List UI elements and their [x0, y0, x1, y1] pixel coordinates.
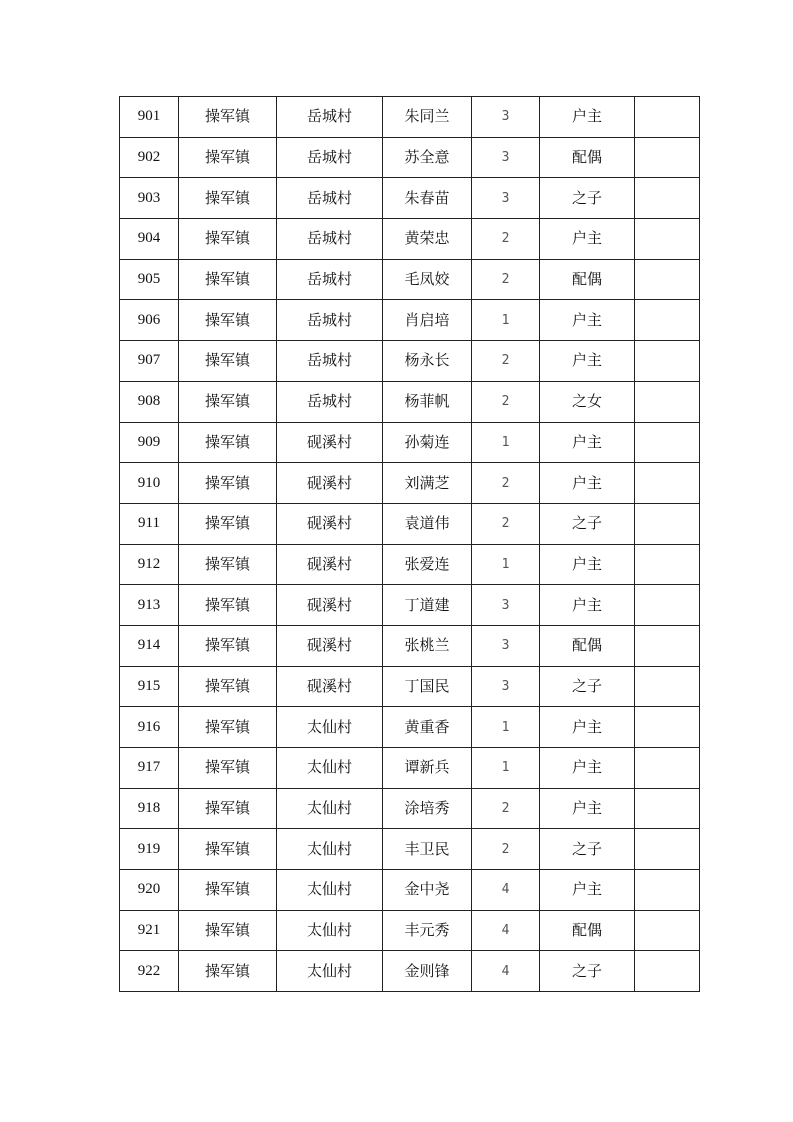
town-cell: 操军镇: [179, 625, 277, 666]
note-cell: [635, 788, 700, 829]
household-size-cell: 1: [472, 300, 540, 341]
village-cell: 太仙村: [277, 951, 383, 992]
household-size-cell: 2: [472, 341, 540, 382]
note-cell: [635, 422, 700, 463]
note-cell: [635, 829, 700, 870]
relation-cell: 户主: [540, 219, 635, 260]
town-cell: 操军镇: [179, 585, 277, 626]
village-cell: 太仙村: [277, 870, 383, 911]
person-name-cell: 丁国民: [383, 666, 472, 707]
table-row: [120, 666, 700, 707]
row-number-cell: 921: [120, 910, 179, 951]
table-row: [120, 503, 700, 544]
table-row: [120, 910, 700, 951]
town-cell: 操军镇: [179, 910, 277, 951]
person-name-cell: 朱春苗: [383, 178, 472, 219]
person-name-cell: 金则锋: [383, 951, 472, 992]
note-cell: [635, 381, 700, 422]
town-cell: 操军镇: [179, 381, 277, 422]
town-cell: 操军镇: [179, 503, 277, 544]
village-cell: 岳城村: [277, 259, 383, 300]
relation-cell: 户主: [540, 97, 635, 138]
note-cell: [635, 748, 700, 789]
person-name-cell: 朱同兰: [383, 97, 472, 138]
relation-cell: 之子: [540, 178, 635, 219]
town-cell: 操军镇: [179, 178, 277, 219]
row-number-cell: 918: [120, 788, 179, 829]
table-row: [120, 707, 700, 748]
note-cell: [635, 300, 700, 341]
table-row: [120, 748, 700, 789]
table-row: [120, 259, 700, 300]
town-cell: 操军镇: [179, 951, 277, 992]
note-cell: [635, 544, 700, 585]
person-name-cell: 丁道建: [383, 585, 472, 626]
note-cell: [635, 666, 700, 707]
village-cell: 岳城村: [277, 341, 383, 382]
table-row: [120, 829, 700, 870]
row-number-cell: 901: [120, 97, 179, 138]
table-row: [120, 381, 700, 422]
village-cell: 岳城村: [277, 178, 383, 219]
village-cell: 岳城村: [277, 300, 383, 341]
person-name-cell: 谭新兵: [383, 748, 472, 789]
town-cell: 操军镇: [179, 788, 277, 829]
table-body: [120, 97, 700, 992]
person-name-cell: 杨菲帆: [383, 381, 472, 422]
household-size-cell: 3: [472, 137, 540, 178]
household-size-cell: 3: [472, 585, 540, 626]
row-number-cell: 904: [120, 219, 179, 260]
row-number-cell: 911: [120, 503, 179, 544]
note-cell: [635, 463, 700, 504]
row-number-cell: 905: [120, 259, 179, 300]
town-cell: 操军镇: [179, 666, 277, 707]
row-number-cell: 914: [120, 625, 179, 666]
household-size-cell: 4: [472, 870, 540, 911]
relation-cell: 户主: [540, 463, 635, 504]
row-number-cell: 920: [120, 870, 179, 911]
row-number-cell: 919: [120, 829, 179, 870]
town-cell: 操军镇: [179, 829, 277, 870]
row-number-cell: 907: [120, 341, 179, 382]
relation-cell: 之女: [540, 381, 635, 422]
person-name-cell: 张爱连: [383, 544, 472, 585]
village-cell: 岳城村: [277, 381, 383, 422]
row-number-cell: 908: [120, 381, 179, 422]
note-cell: [635, 341, 700, 382]
note-cell: [635, 870, 700, 911]
note-cell: [635, 951, 700, 992]
person-name-cell: 苏全意: [383, 137, 472, 178]
note-cell: [635, 585, 700, 626]
person-name-cell: 丰元秀: [383, 910, 472, 951]
relation-cell: 之子: [540, 503, 635, 544]
relation-cell: 配偶: [540, 625, 635, 666]
relation-cell: 之子: [540, 829, 635, 870]
village-cell: 太仙村: [277, 748, 383, 789]
village-cell: 砚溪村: [277, 625, 383, 666]
note-cell: [635, 910, 700, 951]
town-cell: 操军镇: [179, 259, 277, 300]
household-size-cell: 2: [472, 219, 540, 260]
person-name-cell: 毛凤姣: [383, 259, 472, 300]
relation-cell: 户主: [540, 300, 635, 341]
table-row: [120, 870, 700, 911]
row-number-cell: 913: [120, 585, 179, 626]
person-name-cell: 孙菊连: [383, 422, 472, 463]
household-size-cell: 3: [472, 178, 540, 219]
town-cell: 操军镇: [179, 870, 277, 911]
village-cell: 砚溪村: [277, 666, 383, 707]
person-name-cell: 杨永长: [383, 341, 472, 382]
row-number-cell: 916: [120, 707, 179, 748]
household-size-cell: 2: [472, 259, 540, 300]
town-cell: 操军镇: [179, 97, 277, 138]
town-cell: 操军镇: [179, 707, 277, 748]
table-row: [120, 625, 700, 666]
row-number-cell: 909: [120, 422, 179, 463]
note-cell: [635, 137, 700, 178]
person-name-cell: 黄荣忠: [383, 219, 472, 260]
table-row: [120, 97, 700, 138]
village-cell: 砚溪村: [277, 503, 383, 544]
relation-cell: 配偶: [540, 910, 635, 951]
relation-cell: 户主: [540, 422, 635, 463]
town-cell: 操军镇: [179, 748, 277, 789]
note-cell: [635, 503, 700, 544]
note-cell: [635, 259, 700, 300]
village-cell: 岳城村: [277, 137, 383, 178]
note-cell: [635, 219, 700, 260]
note-cell: [635, 707, 700, 748]
relation-cell: 户主: [540, 341, 635, 382]
household-size-cell: 3: [472, 97, 540, 138]
household-size-cell: 2: [472, 503, 540, 544]
relation-cell: 户主: [540, 544, 635, 585]
village-cell: 太仙村: [277, 910, 383, 951]
table-row: [120, 544, 700, 585]
household-size-cell: 4: [472, 910, 540, 951]
household-table: [119, 96, 700, 992]
row-number-cell: 922: [120, 951, 179, 992]
village-cell: 太仙村: [277, 788, 383, 829]
village-cell: 砚溪村: [277, 463, 383, 504]
row-number-cell: 903: [120, 178, 179, 219]
note-cell: [635, 178, 700, 219]
town-cell: 操军镇: [179, 544, 277, 585]
relation-cell: 之子: [540, 666, 635, 707]
relation-cell: 之子: [540, 951, 635, 992]
village-cell: 岳城村: [277, 97, 383, 138]
person-name-cell: 金中尧: [383, 870, 472, 911]
household-size-cell: 2: [472, 381, 540, 422]
table-row: [120, 788, 700, 829]
town-cell: 操军镇: [179, 422, 277, 463]
household-size-cell: 4: [472, 951, 540, 992]
household-size-cell: 3: [472, 666, 540, 707]
person-name-cell: 张桃兰: [383, 625, 472, 666]
person-name-cell: 丰卫民: [383, 829, 472, 870]
town-cell: 操军镇: [179, 137, 277, 178]
village-cell: 太仙村: [277, 707, 383, 748]
row-number-cell: 915: [120, 666, 179, 707]
row-number-cell: 902: [120, 137, 179, 178]
note-cell: [635, 97, 700, 138]
village-cell: 岳城村: [277, 219, 383, 260]
household-size-cell: 2: [472, 788, 540, 829]
table-row: [120, 422, 700, 463]
household-size-cell: 1: [472, 422, 540, 463]
row-number-cell: 910: [120, 463, 179, 504]
household-size-cell: 2: [472, 829, 540, 870]
town-cell: 操军镇: [179, 341, 277, 382]
household-size-cell: 1: [472, 544, 540, 585]
person-name-cell: 涂培秀: [383, 788, 472, 829]
relation-cell: 户主: [540, 788, 635, 829]
person-name-cell: 刘满芝: [383, 463, 472, 504]
row-number-cell: 906: [120, 300, 179, 341]
person-name-cell: 袁道伟: [383, 503, 472, 544]
town-cell: 操军镇: [179, 463, 277, 504]
table-row: [120, 178, 700, 219]
person-name-cell: 肖启培: [383, 300, 472, 341]
table-row: [120, 585, 700, 626]
village-cell: 砚溪村: [277, 422, 383, 463]
person-name-cell: 黄重香: [383, 707, 472, 748]
table-row: [120, 341, 700, 382]
household-size-cell: 2: [472, 463, 540, 504]
household-size-cell: 1: [472, 748, 540, 789]
table-row: [120, 463, 700, 504]
relation-cell: 配偶: [540, 137, 635, 178]
table-row: [120, 300, 700, 341]
village-cell: 砚溪村: [277, 585, 383, 626]
town-cell: 操军镇: [179, 219, 277, 260]
row-number-cell: 912: [120, 544, 179, 585]
relation-cell: 户主: [540, 870, 635, 911]
relation-cell: 配偶: [540, 259, 635, 300]
household-size-cell: 3: [472, 625, 540, 666]
town-cell: 操军镇: [179, 300, 277, 341]
table-row: [120, 951, 700, 992]
village-cell: 太仙村: [277, 829, 383, 870]
table-row: [120, 137, 700, 178]
relation-cell: 户主: [540, 748, 635, 789]
note-cell: [635, 625, 700, 666]
table-row: [120, 219, 700, 260]
relation-cell: 户主: [540, 585, 635, 626]
row-number-cell: 917: [120, 748, 179, 789]
village-cell: 砚溪村: [277, 544, 383, 585]
relation-cell: 户主: [540, 707, 635, 748]
household-size-cell: 1: [472, 707, 540, 748]
